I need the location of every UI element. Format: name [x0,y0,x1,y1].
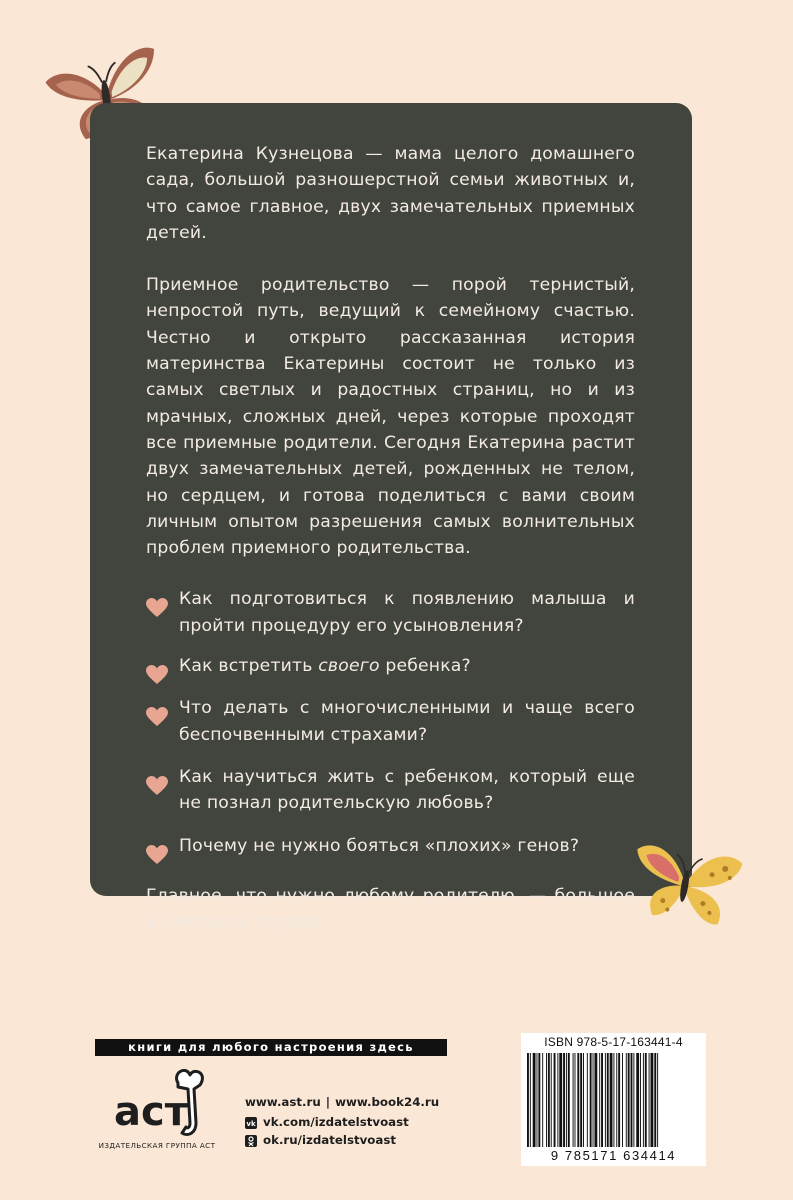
question-text: Что делать с многочисленными и чаще всего беспочвенными страхами? [179,698,635,745]
vk-link-row [245,1115,439,1130]
question-list [146,586,635,858]
question-text: Почему не нужно бояться «плохих» генов? [179,835,580,856]
website-link[interactable]: www.book24.ru [335,1095,440,1109]
heart-icon [146,707,168,727]
ast-logo [112,1063,212,1143]
question-item [146,586,635,639]
question-item [146,695,635,748]
barcode-digits: 9 785171 634414 [550,1148,677,1163]
heart-icon [146,845,168,865]
question-item [146,833,635,859]
odnoklassniki-icon [245,1135,257,1147]
question-text: Как подготовиться к появлению малыша и пройти процедуру его усыновления? [179,589,635,636]
question-emphasis: своего [318,656,380,677]
question-text-before: Как встретить [179,656,319,677]
ok-link-row [245,1133,439,1148]
website-link[interactable]: www.ast.ru [245,1095,321,1109]
ok-link[interactable]: ok.ru/izdatelstvoast [263,1133,397,1147]
butterfly-icon [626,838,744,930]
description-panel [90,103,692,933]
heart-icon [146,665,168,685]
isbn-block [521,1033,706,1166]
description-content [146,141,635,935]
question-item [146,653,635,679]
barcode [525,1053,702,1147]
slogan-bar: книги для любого настроения здесь [95,1039,447,1056]
vk-link[interactable]: vk.com/izdatelstvoast [263,1115,409,1129]
heart-icon [146,776,168,796]
intro-paragraph: Екатерина Кузнецова — мама целого домашнего сада, большой разношерстной семьи животных и, что самое главное, двух замечательных приемных детей. [146,144,635,243]
vk-icon [245,1117,257,1129]
closing-paragraph: Главное, что нужно любому родителю, — большое и любящее сердце. [146,885,635,933]
question-item [146,764,635,817]
svg-text:vk: vk [246,1119,256,1128]
isbn-label: ISBN 978-5-17-163441-4 [544,1035,683,1049]
logo-text: аст [114,1089,188,1135]
description-paragraph: Приемное родительство — порой тернистый, непростой путь, ведущий к семейному счастью. Честно и открыто рассказанная история материнства Екатерины состоит не только из самых светлых и радостных страниц, но и из мрачных, сложных дней, через которые проходят все приемные родители. Сегодня Екатерина растит двух замечательных детей, рожденных не телом, но сердцем, и готова поделиться с вами своим личным опытом разрешения самых волнительных проблем приемного родительства. [146,275,635,559]
publisher-links [245,1095,439,1148]
question-text-after: ребенка? [379,656,471,677]
publisher-caption: ИЗДАТЕЛЬСКАЯ ГРУППА АСТ [98,1141,216,1150]
question-text: Как научиться жить с ребенком, который еще не познал родительскую любовь? [179,766,635,814]
website-links [245,1095,439,1110]
heart-icon [146,598,168,618]
link-separator: | [325,1095,331,1109]
